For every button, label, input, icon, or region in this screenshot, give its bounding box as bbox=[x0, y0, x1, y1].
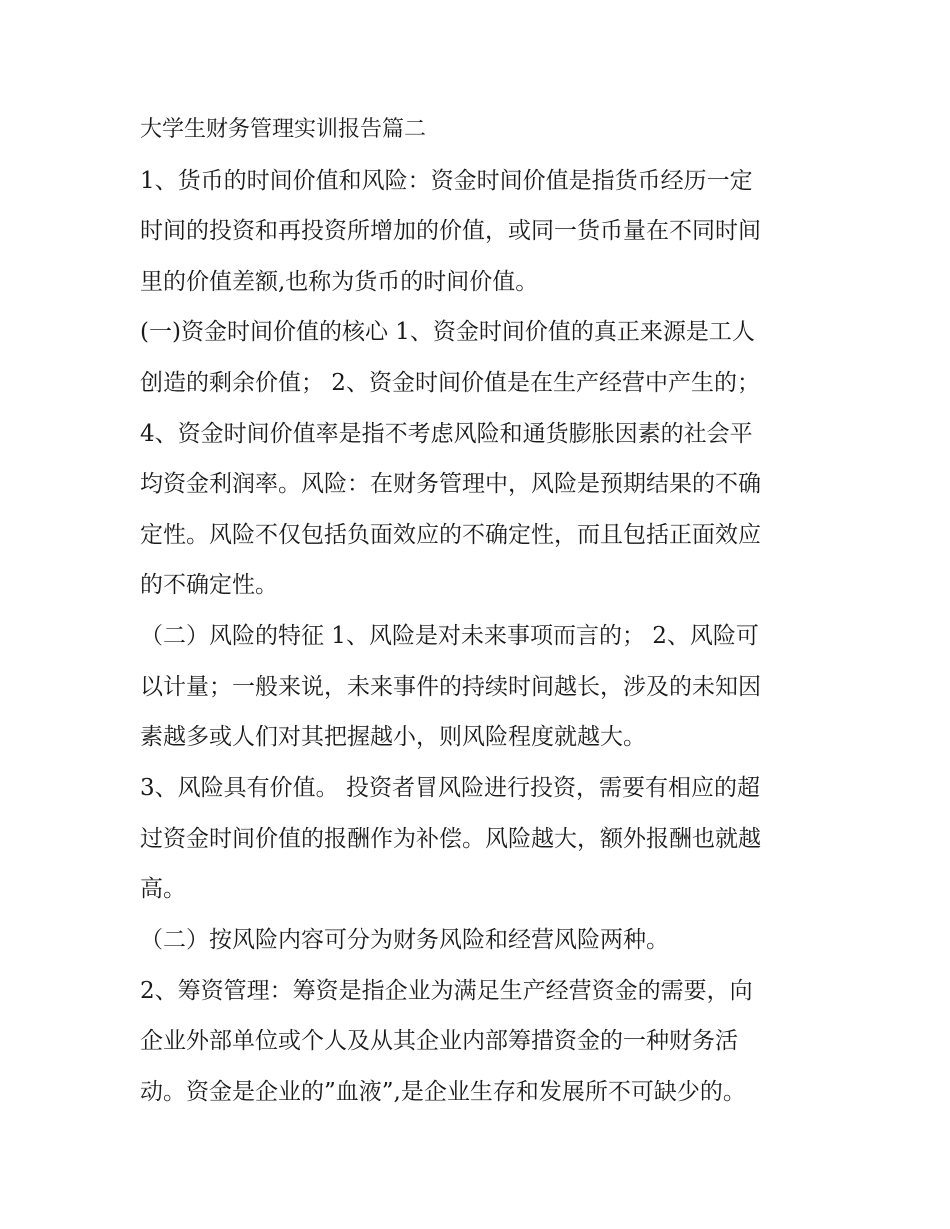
text-line: 1、货币的时间价值和风险：资金时间价值是指货币经历一定 bbox=[140, 168, 753, 194]
text-line: 的不确定性。 bbox=[140, 572, 278, 598]
text-line: 里的价值差额,也称为货币的时间价值。 bbox=[140, 269, 539, 295]
text-line: 动。资金是企业的”血液”,是企业生存和发展所不可缺少的。 bbox=[140, 1079, 746, 1105]
text-line: 2、筹资管理：筹资是指企业为满足生产经营资金的需要，向 bbox=[140, 978, 753, 1004]
text-line: 3、风险具有价值。 投资者冒风险进行投资，需要有相应的超 bbox=[140, 775, 760, 801]
text-line: 高。 bbox=[140, 876, 186, 902]
text-line: （二）风险的特征 1、风险是对未来事项而言的； 2、风险可 bbox=[140, 623, 759, 649]
text-line: 过资金时间价值的报酬作为补偿。风险越大，额外报酬也就越 bbox=[140, 826, 761, 852]
text-line: （二）按风险内容可分为财务风险和经营风险两种。 bbox=[140, 927, 669, 953]
text-line: 均资金利润率。风险：在财务管理中，风险是预期结果的不确 bbox=[140, 471, 761, 497]
text-line: (一)资金时间价值的核心 1、资金时间价值的真正来源是工人 bbox=[140, 319, 755, 345]
text-line: 创造的剩余价值； 2、资金时间价值是在生产经营中产生的； bbox=[140, 370, 760, 396]
text-line: 时间的投资和再投资所增加的价值，或同一货币量在不同时间 bbox=[140, 218, 761, 244]
text-line: 以计量；一般来说，未来事件的持续时间越长，涉及的未知因 bbox=[140, 674, 761, 700]
document-title: 大学生财务管理实训报告篇二 bbox=[140, 117, 427, 142]
text-line: 4、资金时间价值率是指不考虑风险和通货膨胀因素的社会平 bbox=[140, 421, 753, 447]
text-line: 素越多或人们对其把握越小，则风险程度就越大。 bbox=[140, 724, 646, 750]
text-line: 定性。风险不仅包括负面效应的不确定性，而且包括正面效应 bbox=[140, 522, 761, 548]
text-line: 企业外部单位或个人及从其企业内部筹措资金的一种财务活 bbox=[140, 1028, 738, 1054]
